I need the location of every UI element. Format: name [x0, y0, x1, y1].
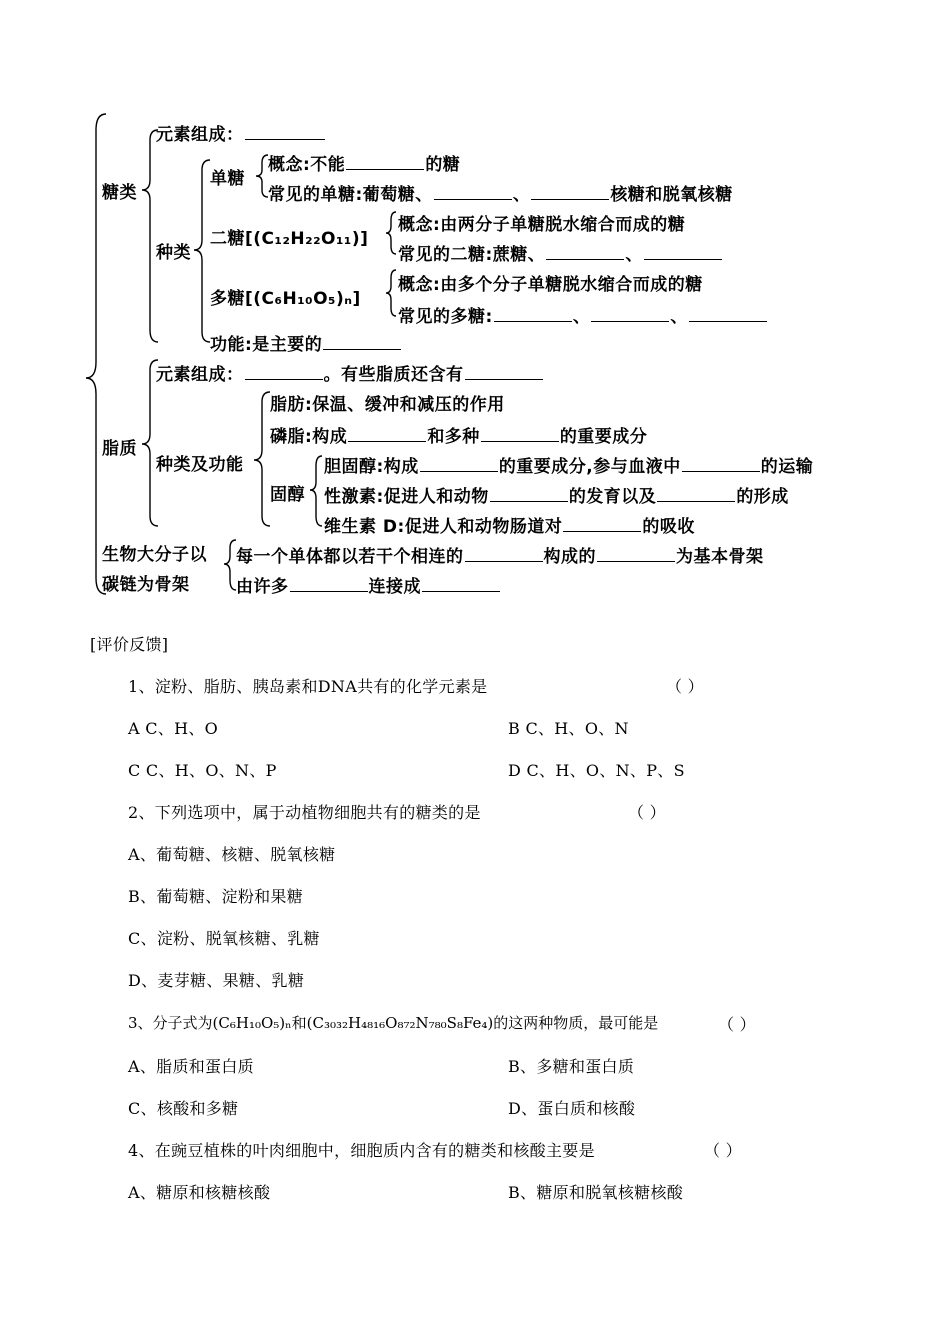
sterol-brace	[310, 456, 322, 526]
q3-option-b: B、多糖和蛋白质	[508, 1057, 635, 1076]
blank	[422, 590, 500, 592]
poly-common: 常见的多糖: 、 、	[398, 302, 768, 327]
lipids-label: 脂质	[102, 439, 137, 459]
mono-concept: 概念:不能 的糖	[268, 155, 461, 175]
sugars-elements: 元素组成：	[156, 120, 326, 145]
q2-stem: 2、下列选项中，属于动植物细胞共有的糖类的是	[128, 803, 481, 822]
blank	[531, 198, 609, 200]
blank	[481, 440, 559, 442]
sugars-label: 糖类	[102, 183, 137, 203]
di-label: 二糖[(C₁₂H₂₂O₁₁)]	[210, 229, 369, 249]
macro-brace	[224, 540, 236, 590]
blank	[290, 590, 368, 592]
macro-line2: 由许多 连接成	[236, 572, 501, 597]
mono-common: 常见的单糖:葡萄糖、 、 核糖和脱氧核糖	[268, 185, 733, 205]
blank	[490, 500, 568, 502]
q4-option-b: B、糖原和脱氧核糖核酸	[508, 1183, 684, 1202]
lipid-types-brace	[254, 392, 270, 526]
blank	[465, 560, 543, 562]
macro-label-line1: 生物大分子以	[102, 545, 207, 565]
lipid-types-label: 种类及功能	[156, 455, 244, 475]
blank	[682, 470, 760, 472]
blank	[348, 440, 426, 442]
lipids-elements: 元素组成： 。有些脂质还含有	[156, 360, 544, 385]
q1-option-c: C C、H、O、N、P	[128, 761, 277, 780]
cholesterol-line: 胆固醇:构成 的重要成分,参与血液中 的运输	[324, 457, 814, 477]
blank	[245, 138, 325, 140]
blank	[563, 530, 641, 532]
q2-answer-paren: （ ）	[628, 803, 666, 822]
q1-option-a: A C、H、O	[128, 719, 219, 738]
sugar-function: 功能:是主要的	[210, 330, 402, 355]
q2-option-c: C、淀粉、脱氧核糖、乳糖	[128, 929, 320, 948]
macro-line1: 每一个单体都以若干个相连的 构成的 为基本骨架	[236, 547, 764, 567]
blank	[494, 320, 572, 322]
macro-label-line2: 碳链为骨架	[102, 575, 190, 595]
poly-brace	[386, 270, 396, 316]
q1-answer-paren: （ ）	[666, 677, 704, 696]
sex-hormone-line: 性激素:促进人和动物 的发育以及 的形成	[324, 487, 789, 507]
blank	[434, 198, 512, 200]
q2-option-a: A、葡萄糖、核糖、脱氧核糖	[128, 845, 336, 864]
q4-stem: 4、在豌豆植株的叶肉细胞中，细胞质内含有的糖类和核酸主要是	[128, 1141, 595, 1160]
q1-option-b: B C、H、O、N	[508, 719, 629, 738]
q1-option-d: D C、H、O、N、P、S	[508, 761, 685, 780]
blank	[245, 378, 323, 380]
di-concept: 概念:由两分子单糖脱水缩合而成的糖	[398, 215, 686, 235]
blank	[420, 470, 498, 472]
di-common: 常见的二糖:蔗糖、 、	[398, 240, 723, 265]
q3-stem: 3、分子式为(C₆H₁₀O₅)ₙ和(C₃₀₃₂H₄₈₁₆O₈₇₂N₇₈₀S₈Fe₄)的这两种物质，最可能是	[128, 1014, 659, 1032]
poly-label: 多糖[(C₆H₁₀O₅)ₙ]	[210, 289, 361, 309]
blank	[657, 500, 735, 502]
q3-option-d: D、蛋白质和核酸	[508, 1099, 636, 1118]
sugar-types-label: 种类	[156, 243, 191, 263]
q2-option-d: D、麦芽糖、果糖、乳糖	[128, 971, 305, 990]
q4-option-a: A、糖原和核糖核酸	[128, 1183, 271, 1202]
sterol-label: 固醇	[270, 485, 305, 505]
blank	[323, 348, 401, 350]
blank	[346, 168, 424, 170]
q3-option-a: A、脂质和蛋白质	[128, 1057, 254, 1076]
q4-answer-paren: （ ）	[704, 1141, 742, 1160]
blank	[465, 378, 543, 380]
feedback-heading: [评价反馈]	[90, 635, 169, 654]
blank	[546, 258, 624, 260]
di-brace	[386, 212, 396, 254]
q3-option-c: C、核酸和多糖	[128, 1099, 239, 1118]
q3-answer-paren: （ ）	[718, 1015, 756, 1034]
poly-concept: 概念:由多个分子单糖脱水缩合而成的糖	[398, 275, 703, 295]
vitamin-d-line: 维生素 D:促进人和动物肠道对 的吸收	[324, 517, 695, 537]
blank	[591, 320, 669, 322]
blank	[644, 258, 722, 260]
q2-option-b: B、葡萄糖、淀粉和果糖	[128, 887, 304, 906]
mono-brace	[256, 155, 268, 197]
sugar-types-brace	[194, 160, 210, 342]
blank	[597, 560, 675, 562]
mono-label: 单糖	[210, 169, 245, 189]
phospholipid-line: 磷脂:构成 和多种 的重要成分	[270, 427, 648, 447]
blank	[689, 320, 767, 322]
q1-stem: 1、淀粉、脂肪、胰岛素和DNA共有的化学元素是	[128, 677, 488, 696]
fat-line: 脂肪:保温、缓冲和减压的作用	[270, 395, 505, 415]
sugars-brace	[142, 130, 158, 342]
